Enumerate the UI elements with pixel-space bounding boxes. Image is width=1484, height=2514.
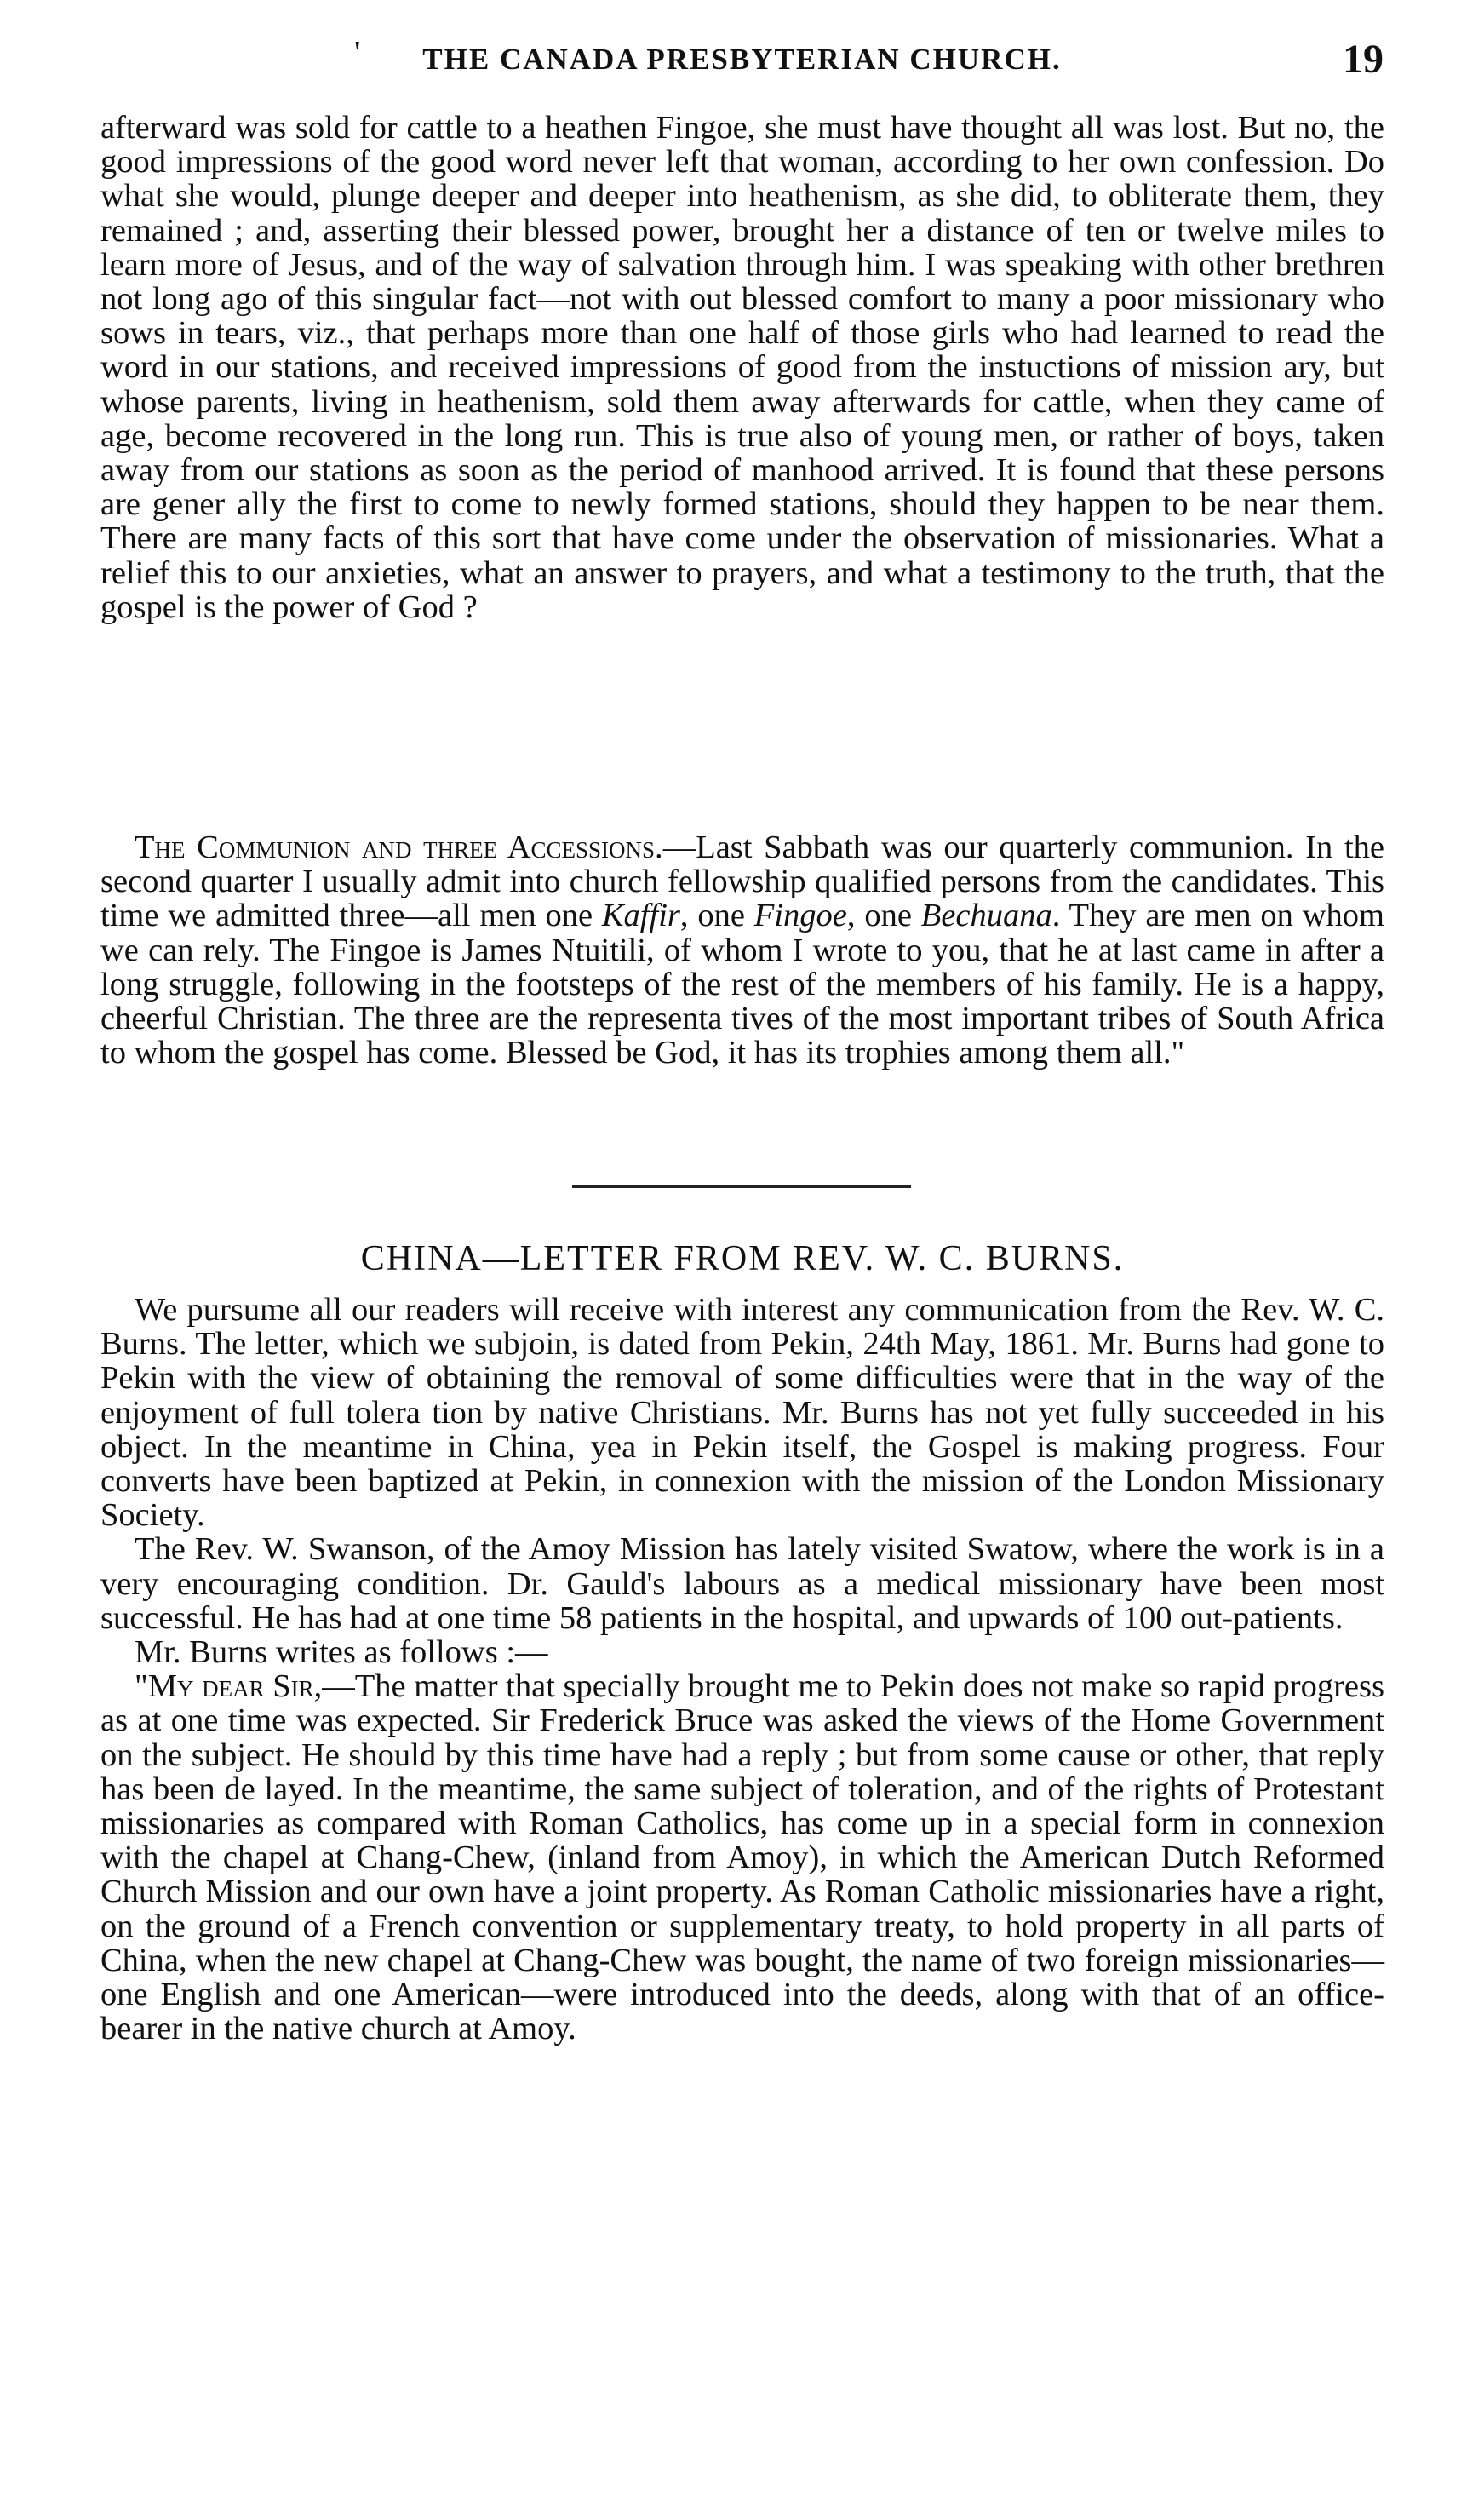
kaffir-word: Kaffir [601, 898, 680, 934]
header-mark: ' [353, 36, 362, 67]
communion-text-3: , one [846, 898, 921, 934]
letter-body: —The matter that specially brought me to Pekin does not make so rapid progress as at one time was expected. Sir Frederick Bruce was asked the views of the Home Government on the subject. He should by this time have had a reply ; but from some cause or other, that reply has been de layed. In the meantime, the same subject of toleration, and of the rights of Protestant missionaries as compared with Roman Catholics, has come up in a special form in connexion with the chapel at Chang-Chew, (inland from Amoy), in which the American Dutch Reformed Church Mission and our own have a joint property. As Roman Catholic missionaries have a right, on the ground of a French convention or supplementary treaty, to hold property in all parts of China, when the new chapel at Chang-Chew was bought, the name of two foreign missionaries—one English and one American—were introduced into the deeds, along with that of an office-bearer in the native church at Amoy. [100, 1668, 1384, 2047]
page-number: 19 [1343, 37, 1384, 82]
china-paragraph-3: Mr. Burns writes as follows :— [135, 1634, 548, 1671]
bechuana-word: Bechuana [920, 898, 1052, 934]
communion-section [100, 830, 1384, 1070]
china-section-text [100, 1293, 1384, 2046]
china-paragraph-1: We pursume all our readers will receive with interest any communication from the Rev. W. C. Burns. The letter, which we subjoin, is dated from Pekin, 24th May, 1861. Mr. Burns had gone to Pekin with the view of obtaining the removal of some difficulties were that in the way of the enjoyment of full tolera tion by native Christians. Mr. Burns has not yet fully succeeded in his object. In the meantime in China, yea in Pekin itself, the Gospel is making progress. Four converts have been baptized at Pekin, in connexion with the mission of the London Missionary Society. [100, 1292, 1384, 1534]
communion-text-1: —Last Sabbath was our quarterly communion. In the second quarter I usually admit into church fellowship qualified persons from the candidates. This time we admitted three—all men one [100, 829, 1384, 934]
section-divider [572, 1185, 911, 1188]
africa-letter-text [100, 111, 1384, 624]
communion-paragraph [100, 830, 1384, 1070]
communion-heading: The Communion and three Accessions. [135, 829, 663, 865]
page-header [100, 36, 1384, 87]
continuation-paragraph: afterward was sold for cattle to a heathen Fingoe, she must have thought all was lost. But no, the good impressions of the good word never left that woman, according to her own confession. Do what she would, plunge deeper and deeper into heathenism, as she did, to obliterate them, they remained ; and, asserting their blessed power, brought her a distance of ten or twelve miles to learn more of Jesus, and of the way of salvation through him. I was speaking with other brethren not long ago of this singular fact—not with out blessed comfort to many a poor missionary who sows in tears, viz., that perhaps more than one half of those girls who had learned to read the word in our stations, and received impressions of good from the instuctions of mission ary, but whose parents, living in heathenism, sold them away afterwards for cattle, when they came of age, become recovered in the long run. This is true also of young men, or rather of boys, taken away from our stations as soon as the period of manhood arrived. It is found that these persons are gener ally the first to come to newly formed stations, should they happen to be near them. There are many facts of this sort that have come under the observation of missionaries. What a relief this to our anxieties, what an answer to prayers, and what a testimony to the truth, that the gospel is the power of God ? [100, 110, 1384, 625]
china-section-title: CHINA—LETTER FROM REV. W. C. BURNS. [360, 1239, 1125, 1278]
fingoe-word: Fingoe [753, 898, 847, 934]
china-paragraph-2: The Rev. W. Swanson, of the Amoy Mission has lately visited Swatow, where the work is in a very encouraging condition. Dr. Gauld's labours as a medical missionary have been most successful. He has had at one time 58 patients in the hospital, and upwards of 100 out-patients. [100, 1531, 1384, 1636]
letter-paragraph [100, 1669, 1384, 2046]
communion-text-2: , one [679, 898, 754, 934]
running-head: THE CANADA PRESBYTERIAN CHURCH. [422, 43, 1062, 76]
letter-salutation: "My dear Sir, [135, 1668, 323, 1705]
communion-text-4: . They are men on whom we can rely. The Fingoe is James Ntuitili, of whom I wrote to you, that he at last came in after a long struggle, following in the footsteps of the rest of the members of his family. He is a happy, cheerful Christian. The three are the representa tives of the most important tribes of South Africa to whom the gospel has come. Blessed be God, it has its trophies among them all." [100, 898, 1384, 1071]
